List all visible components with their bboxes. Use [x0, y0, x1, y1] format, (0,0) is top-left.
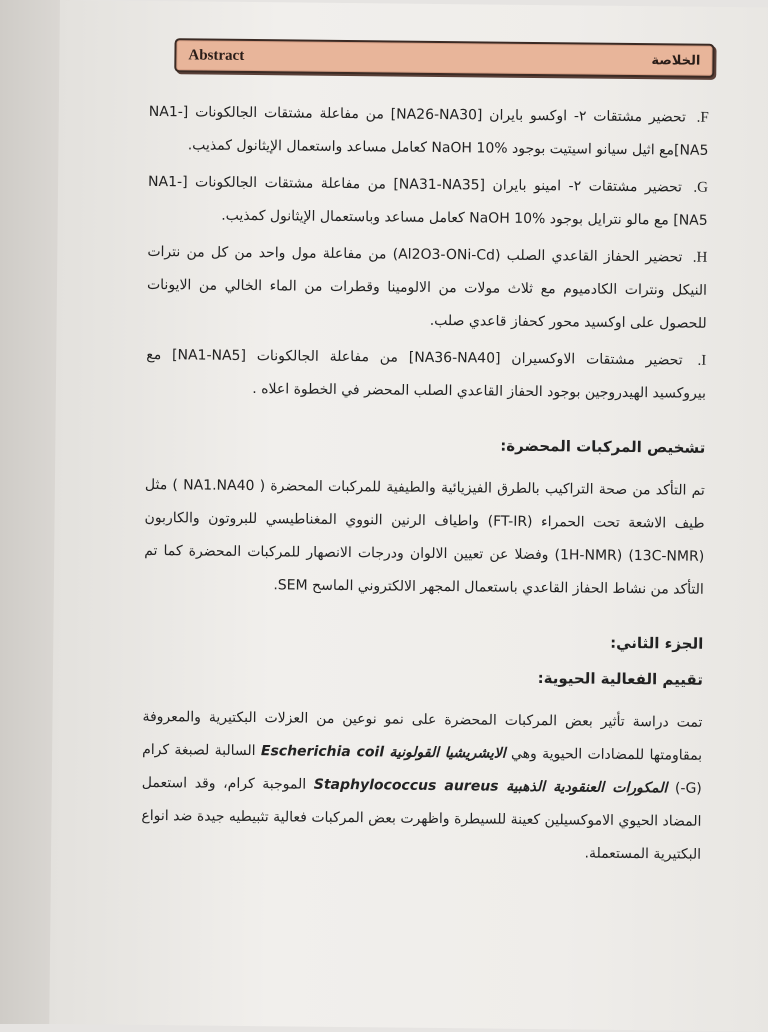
- organism-name-latin: Escherichia coil: [260, 743, 385, 761]
- list-marker: H.: [692, 249, 708, 266]
- section-heading-part-two: الجزء الثاني:: [610, 633, 704, 653]
- organism-name-latin: Staphylococcus aureus: [313, 776, 499, 795]
- paragraph-text: السالبة لصبغة كرام (G-): [142, 741, 702, 797]
- list-item-text: تحضير مشتقات الاوكسيران [NA36-NA40] من مفاعلة الجالكونات [NA1-NA5] مع بيروكسيد الهيدروجين بوجود الحفاز القاعدي الصلب المحضر في الخطوة اعلاه .: [146, 346, 706, 402]
- organism-name-arabic: المكورات العنقودية الذهبية: [506, 778, 668, 797]
- paragraph-text: تمت دراسة تأثير بعض المركبات المحضرة على نمو نوعين من العزلات البكتيرية والمعروفة بمقاومتها للمضادات الحيوية وهي: [142, 708, 703, 764]
- list-marker: G.: [693, 179, 709, 196]
- paragraph-text: الموجبة كرام، وقد استعمل المضاد الحيوي الاموكسيلين كعينة للسيطرة واظهرت بعض المركبات فعالية تثبيطيه جيدة ضد انواع البكتيرية المستعملة.: [141, 774, 702, 863]
- list-item: [146, 236, 707, 341]
- document-page: [49, 0, 768, 1032]
- organism-name-arabic: الايشريشيا القولونية: [389, 744, 506, 762]
- list-item: [146, 339, 707, 411]
- header-title-arabic: الخلاصة: [651, 52, 701, 69]
- list-item: [148, 166, 709, 238]
- paragraph-characterization: تم التأكد من صحة التراكيب بالطرق الفيزيائية والطيفية للمركبات المحضرة ( NA1.NA40 ) مثل طيف الاشعة تحت الحمراء (FT-IR) واطياف الرنين النووي المغناطيسي للبروتون والكاربون (13C-NMR) (1H-NMR) وفضلا عن تعيين الالوان ودرجات الانصهار للمركبات المحضرة كما تم التأكد من نشاط الحفاز القاعدي باستعمال المجهر الالكتروني الماسح SEM.: [144, 476, 705, 598]
- list-marker: I.: [697, 352, 707, 369]
- list-item-text: تحضير الحفاز القاعدي الصلب (Al2O3-ONi-Cd) من مفاعلة مول واحد من كل من نترات النيكل ونترات الكادميوم مع ثلاث مولات من الالومينا وقطرات من الماء الخالي من الايونات للحصول على اوكسيد محور كحفاز قاعدي صلب.: [146, 243, 708, 332]
- list-item-text: تحضير مشتقات ٢- اوكسو بايران [NA26-NA30] من مفاعلة مشتقات الجالكونات [NA1-NA5]مع اثيل سيانو اسيتيت بوجود NaOH 10% كعامل مساعد واستعمال الإيثانول كمذيب.: [148, 103, 709, 159]
- paragraph-bioactivity: [141, 701, 703, 872]
- section-heading-characterization: تشخيص المركبات المحضرة:: [500, 436, 706, 457]
- page-header-bar: [174, 38, 714, 78]
- list-marker: F.: [696, 109, 709, 126]
- document-body: [141, 96, 709, 872]
- list-item-text: تحضير مشتقات ٢- امينو بايران [NA31-NA35] من مفاعلة مشتقات الجالكونات [NA1-NA5] مع مالو نترايل بوجود NaOH 10% كعامل مساعد وباستعمال الإيثانول كمذيب.: [148, 173, 708, 229]
- list-item: [148, 96, 709, 168]
- header-title-english: Abstract: [188, 46, 245, 64]
- section-heading-bioactivity: تقييم الفعالية الحيوية:: [537, 669, 704, 689]
